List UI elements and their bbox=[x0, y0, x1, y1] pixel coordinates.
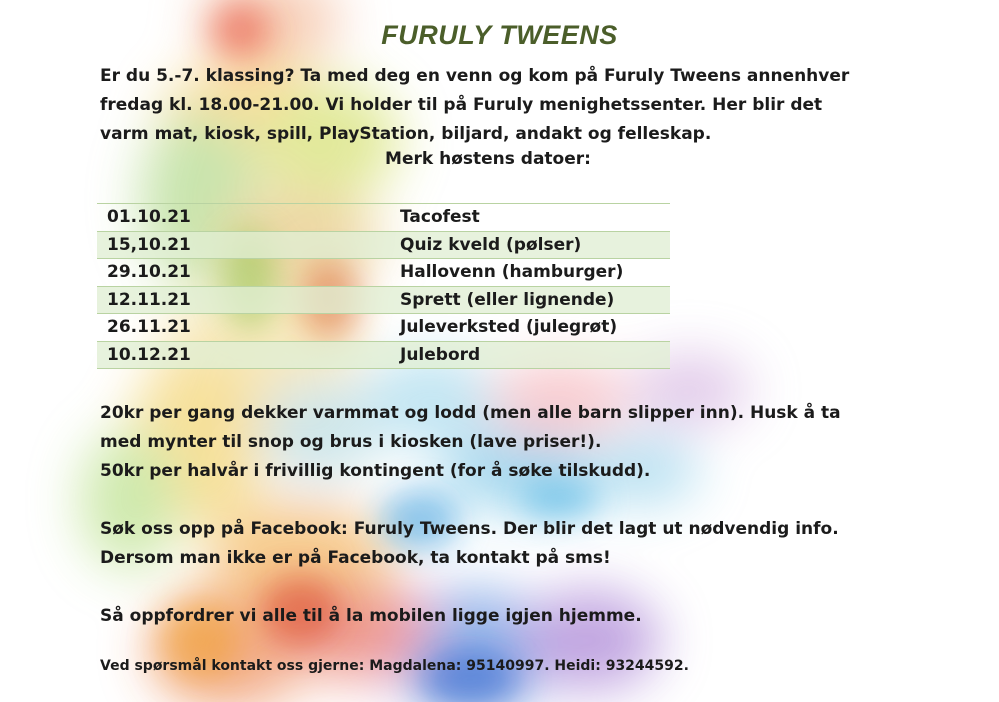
facebook-line: Søk oss opp på Facebook: Furuly Tweens. Der blir det lagt ut nødvendig info. bbox=[100, 519, 839, 539]
intro-line: Er du 5.-7. klassing? Ta med deg en venn og kom på Furuly Tweens annenhver bbox=[100, 66, 850, 86]
event-cell: Tacofest bbox=[392, 204, 670, 232]
table-row bbox=[97, 259, 670, 287]
event-cell: Juleverksted (julegrøt) bbox=[392, 314, 670, 342]
dates-heading: Merk høstens datoer: bbox=[385, 149, 591, 169]
table-row bbox=[97, 204, 670, 232]
date-cell: 01.10.21 bbox=[97, 204, 392, 232]
table-row bbox=[97, 341, 670, 369]
event-cell: Julebord bbox=[392, 341, 670, 369]
intro-paragraph bbox=[100, 62, 880, 149]
contact-info: Ved spørsmål kontakt oss gjerne: Magdalena: 95140997. Heidi: 93244592. bbox=[100, 658, 689, 674]
mobile-note bbox=[100, 602, 960, 631]
date-cell: 12.11.21 bbox=[97, 286, 392, 314]
price-line: 50kr per halvår i frivillig kontingent (for å søke tilskudd). bbox=[100, 461, 651, 481]
table-row bbox=[97, 286, 670, 314]
schedule-table bbox=[97, 203, 670, 369]
date-cell: 29.10.21 bbox=[97, 259, 392, 287]
event-cell: Quiz kveld (pølser) bbox=[392, 231, 670, 259]
intro-line: fredag kl. 18.00-21.00. Vi holder til på Furuly menighetssenter. Her blir det bbox=[100, 95, 823, 115]
date-cell: 10.12.21 bbox=[97, 341, 392, 369]
date-cell: 15,10.21 bbox=[97, 231, 392, 259]
table-row bbox=[97, 314, 670, 342]
date-cell: 26.11.21 bbox=[97, 314, 392, 342]
event-cell: Sprett (eller lignende) bbox=[392, 286, 670, 314]
intro-line: varm mat, kiosk, spill, PlayStation, biljard, andakt og felleskap. bbox=[100, 124, 712, 144]
price-line: med mynter til snop og brus i kiosken (lave priser!). bbox=[100, 432, 602, 452]
facebook-line: Dersom man ikke er på Facebook, ta kontakt på sms! bbox=[100, 548, 611, 568]
table-row bbox=[97, 231, 670, 259]
price-paragraph bbox=[100, 399, 960, 486]
page-title: FURULY TWEENS bbox=[381, 20, 618, 50]
facebook-paragraph bbox=[100, 515, 960, 573]
mobile-note-text: Så oppfordrer vi alle til å la mobilen ligge igjen hjemme. bbox=[100, 606, 642, 626]
event-cell: Hallovenn (hamburger) bbox=[392, 259, 670, 287]
price-line: 20kr per gang dekker varmmat og lodd (men alle barn slipper inn). Husk å ta bbox=[100, 403, 841, 423]
